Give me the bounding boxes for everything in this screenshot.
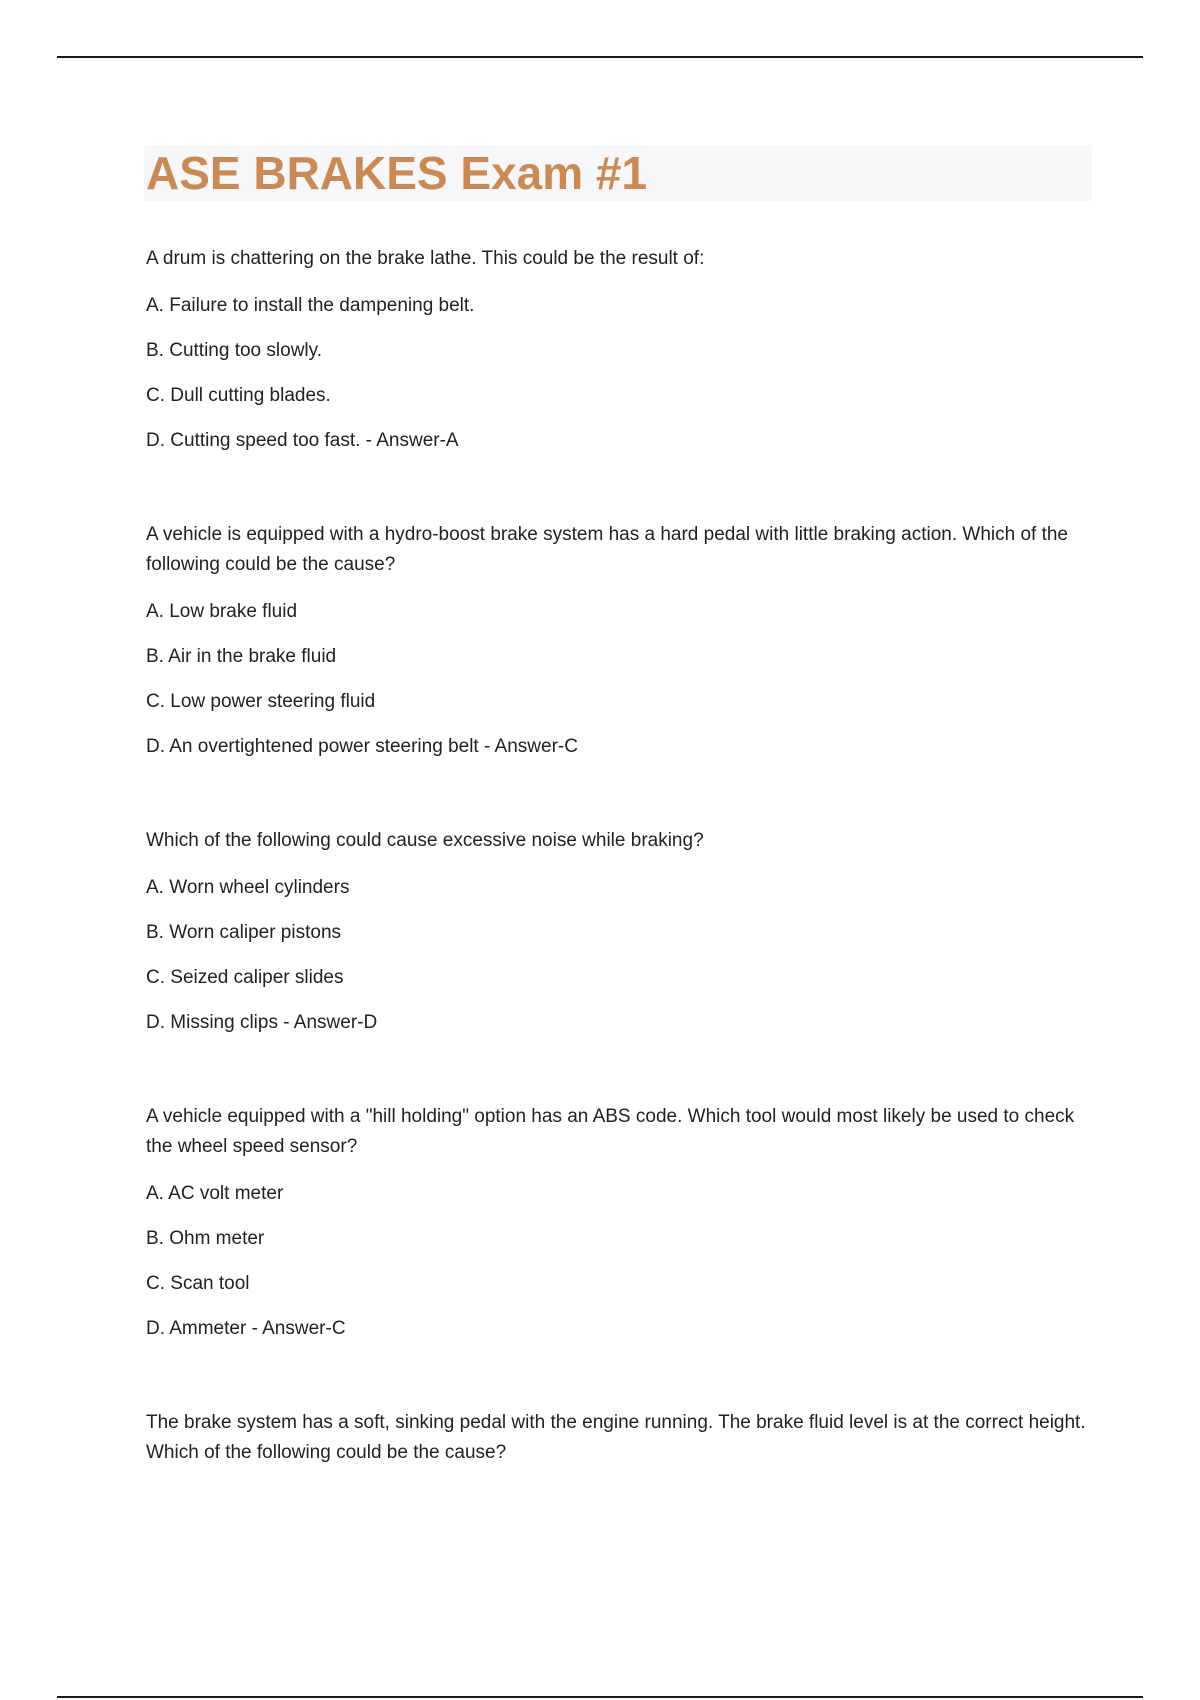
question-text: A vehicle equipped with a "hill holding" option has an ABS code. Which tool would most likely be used to check the wheel speed sensor? bbox=[146, 1106, 1075, 1157]
answer-option-b: B. Ohm meter bbox=[146, 1228, 265, 1249]
answer-option-b: B. Cutting too slowly. bbox=[146, 340, 323, 361]
question-block-1 bbox=[146, 244, 1096, 456]
answer-option-d: D. Cutting speed too fast. - Answer-A bbox=[146, 430, 459, 451]
answer-option-b: B. Worn caliper pistons bbox=[146, 922, 342, 943]
question-text: A vehicle is equipped with a hydro-boost brake system has a hard pedal with little braking action. Which of the following could be the cause? bbox=[146, 524, 1069, 575]
answer-option-a: A. Worn wheel cylinders bbox=[146, 877, 350, 898]
page-bottom-rule bbox=[57, 1696, 1143, 1698]
answer-option-a: A. Low brake fluid bbox=[146, 601, 298, 622]
page-top-rule bbox=[57, 56, 1143, 58]
answer-option-b: B. Air in the brake fluid bbox=[146, 646, 337, 667]
answer-option-d: D. An overtightened power steering belt - Answer-C bbox=[146, 736, 578, 757]
answer-option-c: C. Scan tool bbox=[146, 1273, 250, 1294]
answer-option-d: D. Missing clips - Answer-D bbox=[146, 1012, 378, 1033]
question-block-2 bbox=[146, 520, 1096, 762]
question-block-5 bbox=[146, 1408, 1096, 1468]
question-text: A drum is chattering on the brake lathe. This could be the result of: bbox=[146, 248, 705, 269]
document-title: ASE BRAKES Exam #1 bbox=[146, 147, 648, 199]
answer-option-d: D. Ammeter - Answer-C bbox=[146, 1318, 346, 1339]
answer-option-c: C. Dull cutting blades. bbox=[146, 385, 331, 406]
answer-option-a: A. Failure to install the dampening belt. bbox=[146, 295, 475, 316]
question-block-4 bbox=[146, 1102, 1096, 1344]
question-text: The brake system has a soft, sinking pedal with the engine running. The brake fluid level is at the correct height. Which of the following could be the cause? bbox=[146, 1412, 1086, 1463]
answer-option-a: A. AC volt meter bbox=[146, 1183, 284, 1204]
exam-content bbox=[146, 244, 1096, 1532]
question-text: Which of the following could cause excessive noise while braking? bbox=[146, 830, 704, 851]
answer-option-c: C. Seized caliper slides bbox=[146, 967, 344, 988]
title-banner bbox=[144, 145, 1092, 201]
answer-option-c: C. Low power steering fluid bbox=[146, 691, 376, 712]
question-block-3 bbox=[146, 826, 1096, 1038]
